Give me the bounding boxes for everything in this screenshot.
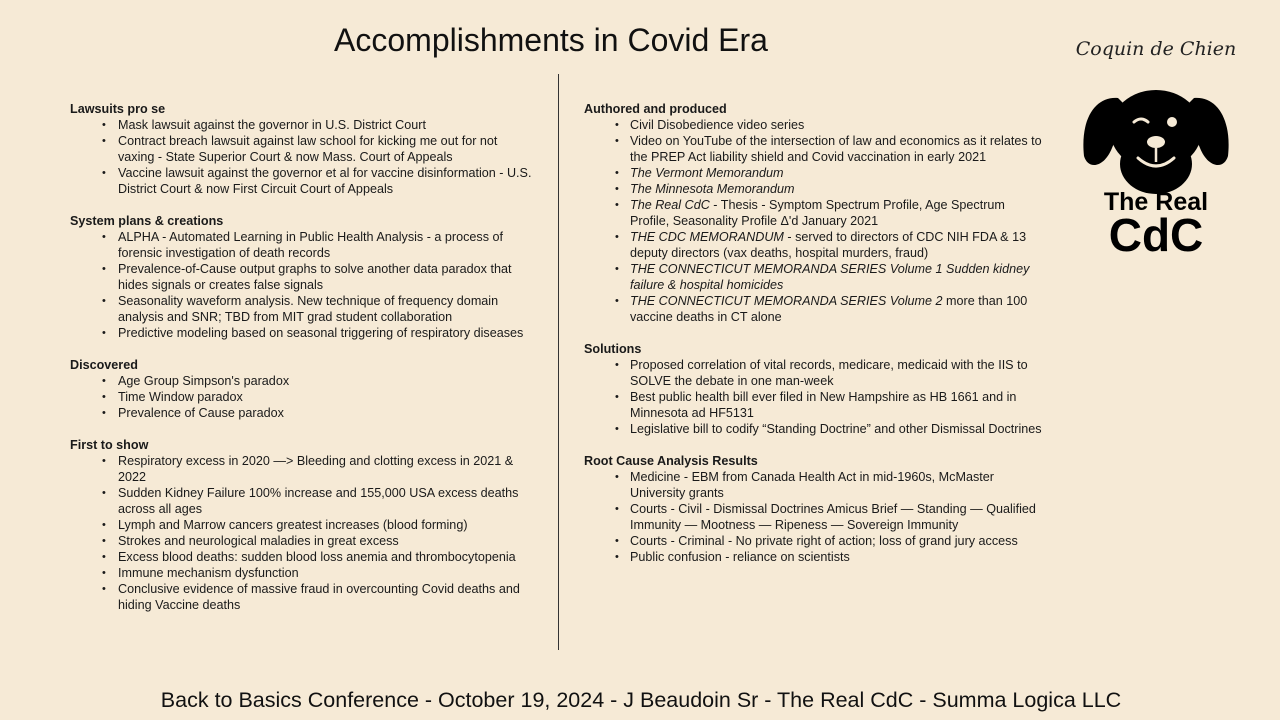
- item-text: Public confusion - reliance on scientists: [630, 550, 850, 564]
- list-item: • Seasonality waveform analysis. New technique of frequency domain analysis and SNR; TBD from MIT grad student collaboration: [70, 293, 540, 325]
- list-item: [584, 501, 1054, 533]
- logo-script-text: Coquin de Chien: [1075, 38, 1237, 60]
- item-title: THE CONNECTICUT MEMORANDA SERIES Volume 1 Sudden kidney failure & hospital homicides: [630, 262, 1030, 292]
- the-real-cdc-logo: [1070, 38, 1242, 260]
- item-text: Civil Disobedience video series: [630, 118, 805, 132]
- logo-cdc-text: CdC: [1108, 209, 1204, 261]
- item-text: Courts - Criminal - No private right of action; loss of grand jury access: [630, 534, 1018, 548]
- list-item: • Contract breach lawsuit against law school for kicking me out for not vaxing - State Superior Court & now Mass. Court of Appeals: [70, 133, 540, 165]
- list-item: • Immune mechanism dysfunction: [70, 565, 540, 581]
- item-text: Legislative bill to codify “Standing Doctrine” and other Dismissal Doctrines: [630, 422, 1042, 436]
- section-title: System plans & creations: [70, 214, 224, 228]
- list-item: • Sudden Kidney Failure 100% increase and 155,000 USA excess deaths across all ages: [70, 485, 540, 517]
- item-text: Proposed correlation of vital records, medicare, medicaid with the IIS to SOLVE the debate in one man-week: [630, 358, 1028, 388]
- list-item: • Lymph and Marrow cancers greatest increases (blood forming): [70, 517, 540, 533]
- right-column: [584, 101, 1054, 581]
- list-item: • Conclusive evidence of massive fraud in overcounting Covid deaths and hiding Vaccine deaths: [70, 581, 540, 613]
- list-item: • Respiratory excess in 2020 —> Bleeding and clotting excess in 2021 & 2022: [70, 453, 540, 485]
- list-item: [584, 117, 1054, 133]
- list-item: [584, 197, 1054, 229]
- list-item: [584, 421, 1054, 437]
- item-text: - Thesis - Symptom Spectrum Profile, Age Spectrum Profile, Seasonality Profile Δ'd January 2021: [630, 198, 1005, 228]
- list-item: [584, 261, 1054, 293]
- list-item: [584, 229, 1054, 261]
- column-divider: [558, 74, 559, 650]
- logo-the-real-text: The Real: [1103, 188, 1209, 216]
- slide-title: Accomplishments in Covid Era: [334, 22, 768, 58]
- list-item: [584, 293, 1054, 325]
- item-title: THE CDC MEMORANDUM: [630, 230, 784, 244]
- list-item: • Prevalence-of-Cause output graphs to solve another data paradox that hides signals or creates false signals: [70, 261, 540, 293]
- bullet-list: [70, 453, 540, 613]
- section-title: Lawsuits pro se: [70, 102, 166, 116]
- bullet-list: [584, 357, 1054, 437]
- list-item: • Age Group Simpson's paradox: [70, 373, 540, 389]
- list-item: • Excess blood deaths: sudden blood loss anemia and thrombocytopenia: [70, 549, 540, 565]
- item-title: THE CONNECTICUT MEMORANDA SERIES Volume 2: [630, 294, 943, 308]
- left-column: [70, 101, 540, 629]
- bullet-list: [70, 373, 540, 421]
- item-text: - served to directors of CDC NIH FDA & 13 deputy directors (vax deaths, hospital murders, fraud): [630, 230, 1027, 260]
- section: [70, 213, 540, 341]
- bullet-list: [70, 117, 540, 197]
- item-text: Video on YouTube of the intersection of law and economics as it relates to the PREP Act liability shield and Covid vaccination in early 2021: [630, 134, 1042, 164]
- item-title: The Real CdC: [630, 198, 710, 212]
- list-item: [584, 165, 1054, 181]
- item-text: Best public health bill ever filed in New Hampshire as HB 1661 and in Minnesota ad HF5131: [630, 390, 1017, 420]
- section-title: Root Cause Analysis Results: [584, 454, 758, 468]
- list-item: [584, 549, 1054, 565]
- section-title: Discovered: [70, 358, 138, 372]
- list-item: [584, 133, 1054, 165]
- list-item: • Strokes and neurological maladies in great excess: [70, 533, 540, 549]
- section-title: Solutions: [584, 342, 642, 356]
- list-item: [584, 357, 1054, 389]
- item-text: more than 100 vaccine deaths in CT alone: [630, 294, 1028, 324]
- item-text: Courts - Civil - Dismissal Doctrines Amicus Brief — Standing — Qualified Immunity — Mootness — Ripeness — Sovereign Immunity: [630, 502, 1036, 532]
- bullet-list: [584, 117, 1054, 325]
- list-item: • Predictive modeling based on seasonal triggering of respiratory diseases: [70, 325, 540, 341]
- item-title: The Minnesota Memorandum: [630, 182, 795, 196]
- section: [70, 357, 540, 421]
- list-item: [584, 181, 1054, 197]
- section: [584, 453, 1054, 565]
- section: [584, 341, 1054, 437]
- list-item: • Mask lawsuit against the governor in U.S. District Court: [70, 117, 540, 133]
- list-item: • Prevalence of Cause paradox: [70, 405, 540, 421]
- section: [70, 437, 540, 613]
- section-title: Authored and produced: [584, 102, 727, 116]
- list-item: • Time Window paradox: [70, 389, 540, 405]
- item-text: Medicine - EBM from Canada Health Act in mid-1960s, McMaster University grants: [630, 470, 994, 500]
- list-item: [584, 389, 1054, 421]
- slide-footer: Back to Basics Conference - October 19, 2024 - J Beaudoin Sr - The Real CdC - Summa Logica LLC: [160, 688, 1122, 712]
- item-title: The Vermont Memorandum: [630, 166, 784, 180]
- bullet-list: [584, 469, 1054, 565]
- list-item: • Vaccine lawsuit against the governor et al for vaccine disinformation - U.S. District Court & now First Circuit Court of Appeals: [70, 165, 540, 197]
- section-title: First to show: [70, 438, 149, 452]
- section: [70, 101, 540, 197]
- list-item: • ALPHA - Automated Learning in Public Health Analysis - a process of forensic investigation of death records: [70, 229, 540, 261]
- section: [584, 101, 1054, 325]
- bullet-list: [70, 229, 540, 341]
- list-item: [584, 533, 1054, 549]
- list-item: [584, 469, 1054, 501]
